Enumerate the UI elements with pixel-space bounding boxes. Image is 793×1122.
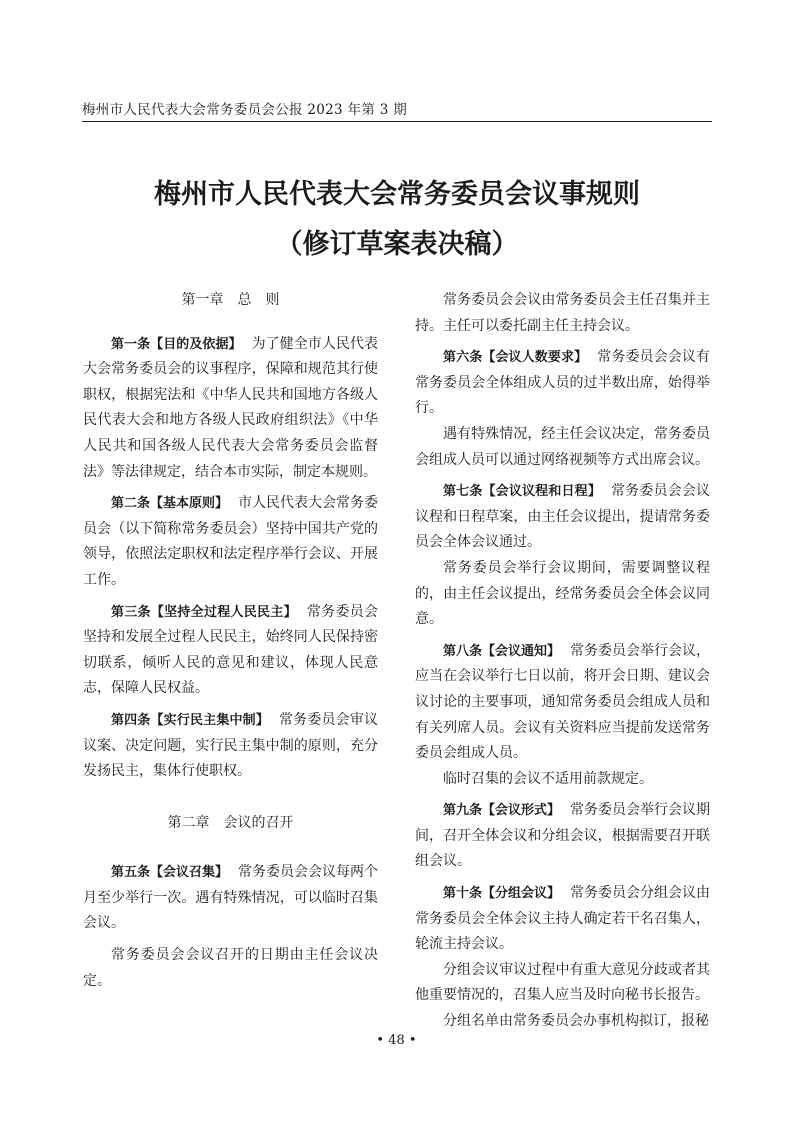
article-10-title: 第十条【分组会议】 [443,886,561,902]
article-7-title: 第七条【会议议程和日程】 [443,484,601,500]
article-4-title: 第四条【实行民主集中制】 [111,712,269,728]
article-10-paragraph-3: 分组名单由常务委员会办事机构拟订，报秘 [443,1013,709,1030]
article-6-paragraph-2: 遇有特殊情况，经主任会议决定，常务委员会组成人员可以通过网络视频等方式出席会议。 [415,425,710,468]
article-7-paragraph-2: 常务委员会举行会议期间，需要调整议程的，由主任会议提出，经常务委员会全体会议同意。 [415,559,710,628]
article-10-text: 常务委员会分组会议由常务委员会全体会议主持人确定若干名召集人，轮流主持会议。 [415,885,711,953]
left-column [83,288,378,994]
article-10-paragraph-2: 分组会议审议过程中有重大意见分歧或者其他重要情况的，召集人应当及时向秘书长报告。 [415,961,710,1004]
article-2-title: 第二条【基本原则】 [111,496,229,512]
article-6-title: 第六条【会议人数要求】 [443,350,588,366]
article-8-paragraph-2: 临时召集的会议不适用前款规定。 [443,770,653,787]
article-1 [83,332,378,486]
page-number: • 48 • [376,1033,417,1048]
header-divider [82,121,712,122]
chapter-heading-1: 第一章 总 则 [181,292,280,308]
article-6 [415,345,710,422]
article-10 [415,881,710,958]
running-header: 梅州市人民代表大会常务委员会公报 2023 年第 3 期 [82,102,408,118]
document-subtitle: （修订草案表决稿） [275,229,519,260]
article-3-text: 常务委员会坚持和发展全过程人民民主，始终同人民保持密切联系，倾听人民的意见和建议，体现人民意志，保障人民权益。 [83,603,378,697]
article-1-title: 第一条【目的及依据】 [111,336,242,352]
article-9 [415,798,710,875]
article-3-title: 第三条【坚持全过程人民民主】 [111,604,297,620]
article-8-title: 第八条【会议通知】 [443,643,561,659]
document-title: 梅州市人民代表大会常务委员会议事规则 [154,179,640,210]
article-5-paragraph-2: 常务委员会会议召开的日期由主任会议决定。 [83,947,378,989]
article-6-text: 常务委员会会议有常务委员会全体组成人员的过半数出席，始得举行。 [415,349,710,417]
chapter-heading-2: 第二章 会议的召开 [167,814,294,831]
article-5-paragraph-3: 常务委员会会议由常务委员会主任召集并主持。主任可以委托副主任主持会议。 [415,292,710,334]
article-4-text: 常务委员会审议议案、决定问题，实行民主集中制的原则，充分发扬民主，集体行使职权。 [83,711,378,780]
right-column [415,288,710,1035]
article-1-text: 为了健全市人民代表大会常务委员会的议事程序，保障和规范其行使职权，根据宪法和《中华人民共和国地方各级人民代表大会和地方各级人民政府组织法》《中华人民共和国各级人民代表大会常务委员会监督法》等法律规定，结合本市实际，制定本规则。 [83,335,378,480]
article-2 [83,491,378,593]
article-9-text: 常务委员会举行会议期间，召开全体会议和分组会议，根据需要召开联组会议。 [415,802,711,870]
article-4 [83,708,378,785]
article-7-text: 常务委员会会议议程和日程草案，由主任会议提出，提请常务委员会全体会议通过。 [415,483,710,551]
article-7 [415,479,710,556]
article-5-title: 第五条【会议召集】 [111,865,229,881]
article-2-text: 市人民代表大会常务委员会（以下简称常务委员会）坚持中国共产党的领导，依照法定职权和法定程序举行会议、开展工作。 [83,495,379,588]
article-3 [83,600,378,702]
article-9-title: 第九条【会议形式】 [443,803,561,819]
article-8 [415,639,710,767]
article-5-text: 常务委员会会议每两个月至少举行一次。遇有特殊情况，可以临时召集会议。 [83,864,379,932]
article-8-text: 常务委员会举行会议，应当在会议举行七日以前，将开会日期、建议会议讨论的主要事项，通知常务委员会组成人员和有关列席人员。会议有关资料应当提前发送常务委员会组成人员。 [415,642,711,762]
article-5 [83,860,378,937]
